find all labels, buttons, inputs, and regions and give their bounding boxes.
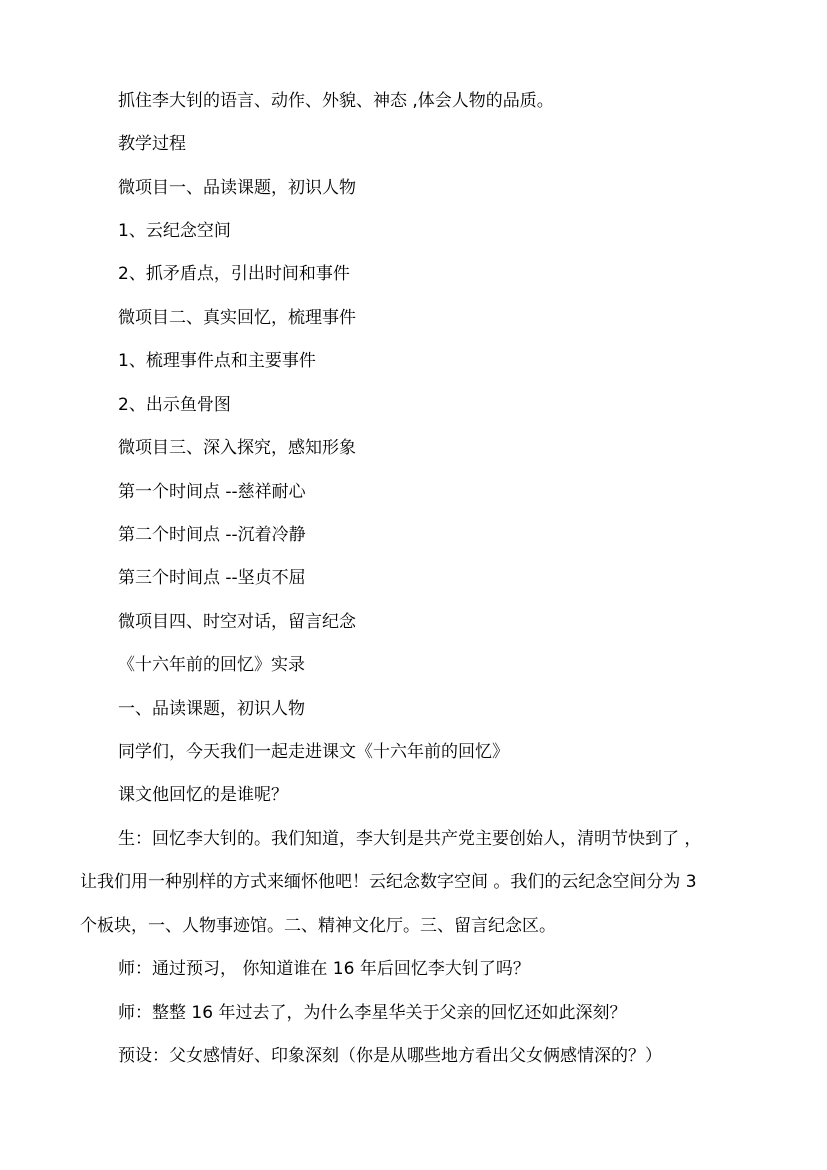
list-item: 1、梳理事件点和主要事件 xyxy=(118,351,316,371)
list-item: 第一个时间点 --慈祥耐心 xyxy=(118,482,306,502)
paragraph-continued: 个板块，一、人物事迹馆。二、精神文化厅。三、留言纪念区。 xyxy=(80,916,556,936)
list-item: 第二个时间点 --沉着冷静 xyxy=(118,525,306,545)
list-item: 1、云纪念空间 xyxy=(118,221,231,241)
paragraph: 课文他回忆的是谁呢？ xyxy=(118,785,288,805)
paragraph: 师：通过预习， 你知道谁在 16 年后回忆李大钊了吗？ xyxy=(118,959,530,979)
list-item: 2、抓矛盾点，引出时间和事件 xyxy=(118,264,350,284)
objective-line: 抓住李大钊的语言、动作、外貌、神态 ,体会人物的品质。 xyxy=(118,91,554,111)
paragraph: 同学们，今天我们一起走进课文《十六年前的回忆》 xyxy=(118,742,509,762)
list-item: 2、出示鱼骨图 xyxy=(118,395,231,415)
list-item: 第三个时间点 --坚贞不屈 xyxy=(118,568,306,588)
section-heading: 一、品读课题，初识人物 xyxy=(118,699,305,719)
paragraph: 师：整整 16 年过去了，为什么李星华关于父亲的回忆还如此深刻？ xyxy=(118,1003,627,1023)
paragraph: 预设：父女感情好、印象深刻（你是从哪些地方看出父女俩感情深的？） xyxy=(118,1046,662,1066)
paragraph: 生：回忆李大钊的。我们知道，李大钊是共产党主要创始人，清明节快到了 ， xyxy=(118,829,702,849)
micro-project-3: 微项目三、深入探究，感知形象 xyxy=(118,438,356,458)
micro-project-2: 微项目二、真实回忆，梳理事件 xyxy=(118,308,356,328)
heading-teaching-process: 教学过程 xyxy=(118,134,186,154)
paragraph-continued: 让我们用一种别样的方式来缅怀他吧！云纪念数字空间 。我们的云纪念空间分为 3 xyxy=(80,872,697,892)
section-title: 《十六年前的回忆》实录 xyxy=(118,655,305,675)
micro-project-1: 微项目一、品读课题，初识人物 xyxy=(118,178,356,198)
micro-project-4: 微项目四、时空对话，留言纪念 xyxy=(118,612,356,632)
